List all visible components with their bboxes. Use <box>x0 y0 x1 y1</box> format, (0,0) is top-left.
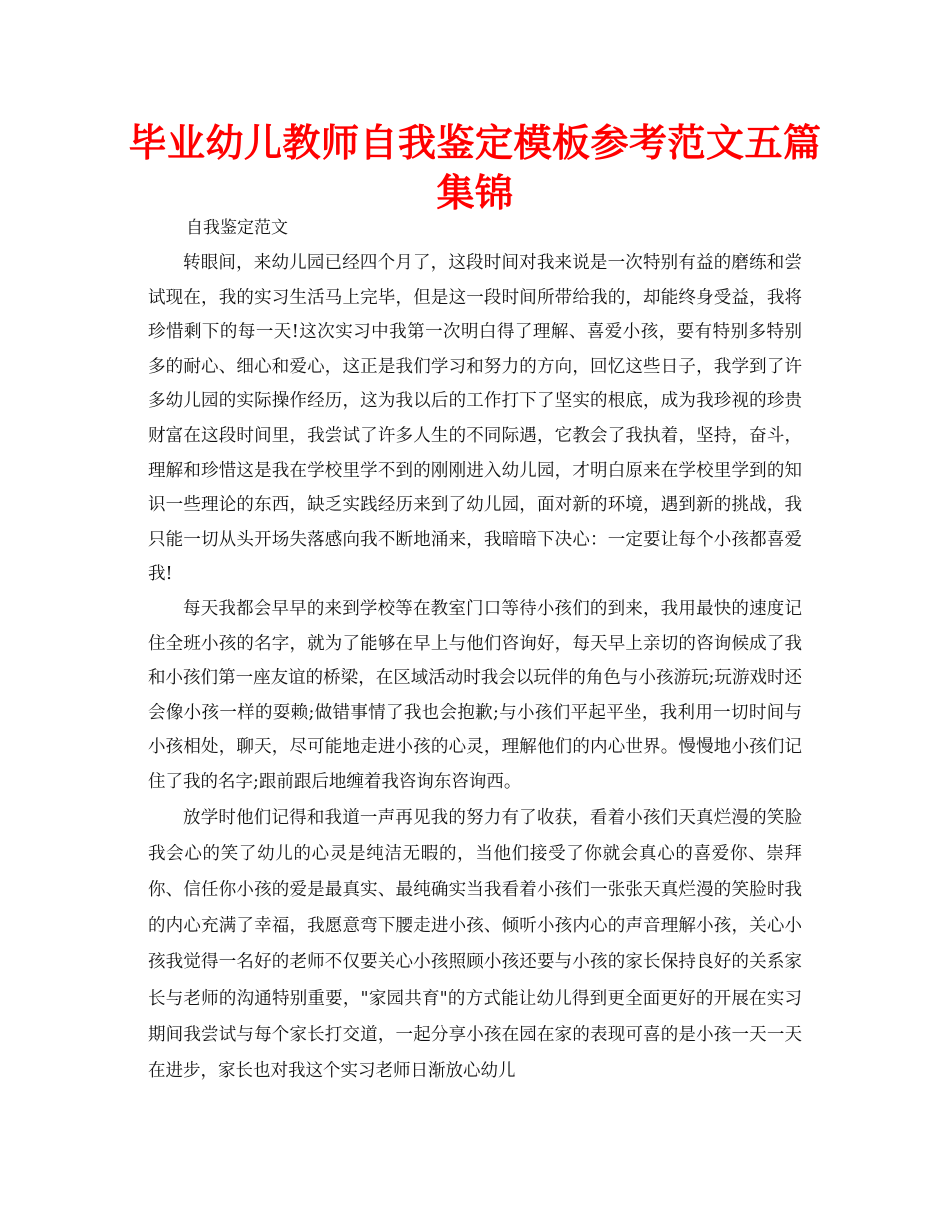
paragraph-1: 转眼间，来幼儿园已经四个月了，这段时间对我来说是一次特别有益的磨练和尝试现在，我的实习生活马上完毕，但是这一段时间所带给我的，却能终身受益，我将珍惜剩下的每一天!这次实习中我第一次明白得了理解、喜爱小孩，要有特别多特别多的耐心、细心和爱心，这正是我们学习和努力的方向，回忆这些日子，我学到了许多幼儿园的实际操作经历，这为我以后的工作打下了坚实的根底，成为我珍视的珍贵财富在这段时间里，我尝试了许多人生的不同际遇，它教会了我执着，坚持，奋斗，理解和珍惜这是我在学校里学不到的刚刚进入幼儿园，才明白原来在学校里学到的知识一些理论的东西，缺乏实践经历来到了幼儿园，面对新的环境，遇到新的挑战，我只能一切从头开场失落感向我不断地涌来，我暗暗下决心：一定要让每个小孩都喜爱我! <box>148 253 802 585</box>
paragraph-3: 放学时他们记得和我道一声再见我的努力有了收获，看着小孩们天真烂漫的笑脸我会心的笑了幼儿的心灵是纯洁无暇的，当他们接受了你就会真心的喜爱你、崇拜你、信任你小孩的爱是最真实、最纯确实当我看着小孩们一张张天真烂漫的笑脸时我的内心充满了幸福，我愿意弯下腰走进小孩、倾听小孩内心的声音理解小孩，关心小孩我觉得一名好的老师不仅要关心小孩照顾小孩还要与小孩的家长保持良好的关系家长与老师的沟通特别重要，"家园共育"的方式能让幼儿得到更全面更好的开展在实习期间我尝试与每个家长打交道，一起分享小孩在园在家的表现可喜的是小孩一天一天在进步，家长也对我这个实习老师日渐放心幼儿 <box>148 807 802 1081</box>
document-body <box>148 246 802 1089</box>
paragraph-2: 每天我都会早早的来到学校等在教室门口等待小孩们的到来，我用最快的速度记住全班小孩的名字，就为了能够在早上与他们咨询好，每天早上亲切的咨询候成了我和小孩们第一座友谊的桥梁，在区域活动时我会以玩伴的角色与小孩游玩;玩游戏时还会像小孩一样的耍赖;做错事情了我也会抱歉;与小孩们平起平坐，我利用一切时间与小孩相处，聊天，尽可能地走进小孩的心灵，理解他们的内心世界。慢慢地小孩们记住了我的名字;跟前跟后地缠着我咨询东咨询西。 <box>148 598 802 792</box>
section-label: 自我鉴定范文 <box>186 218 288 238</box>
document-title: 毕业幼儿教师自我鉴定模板参考范文五篇集锦 <box>128 121 822 215</box>
